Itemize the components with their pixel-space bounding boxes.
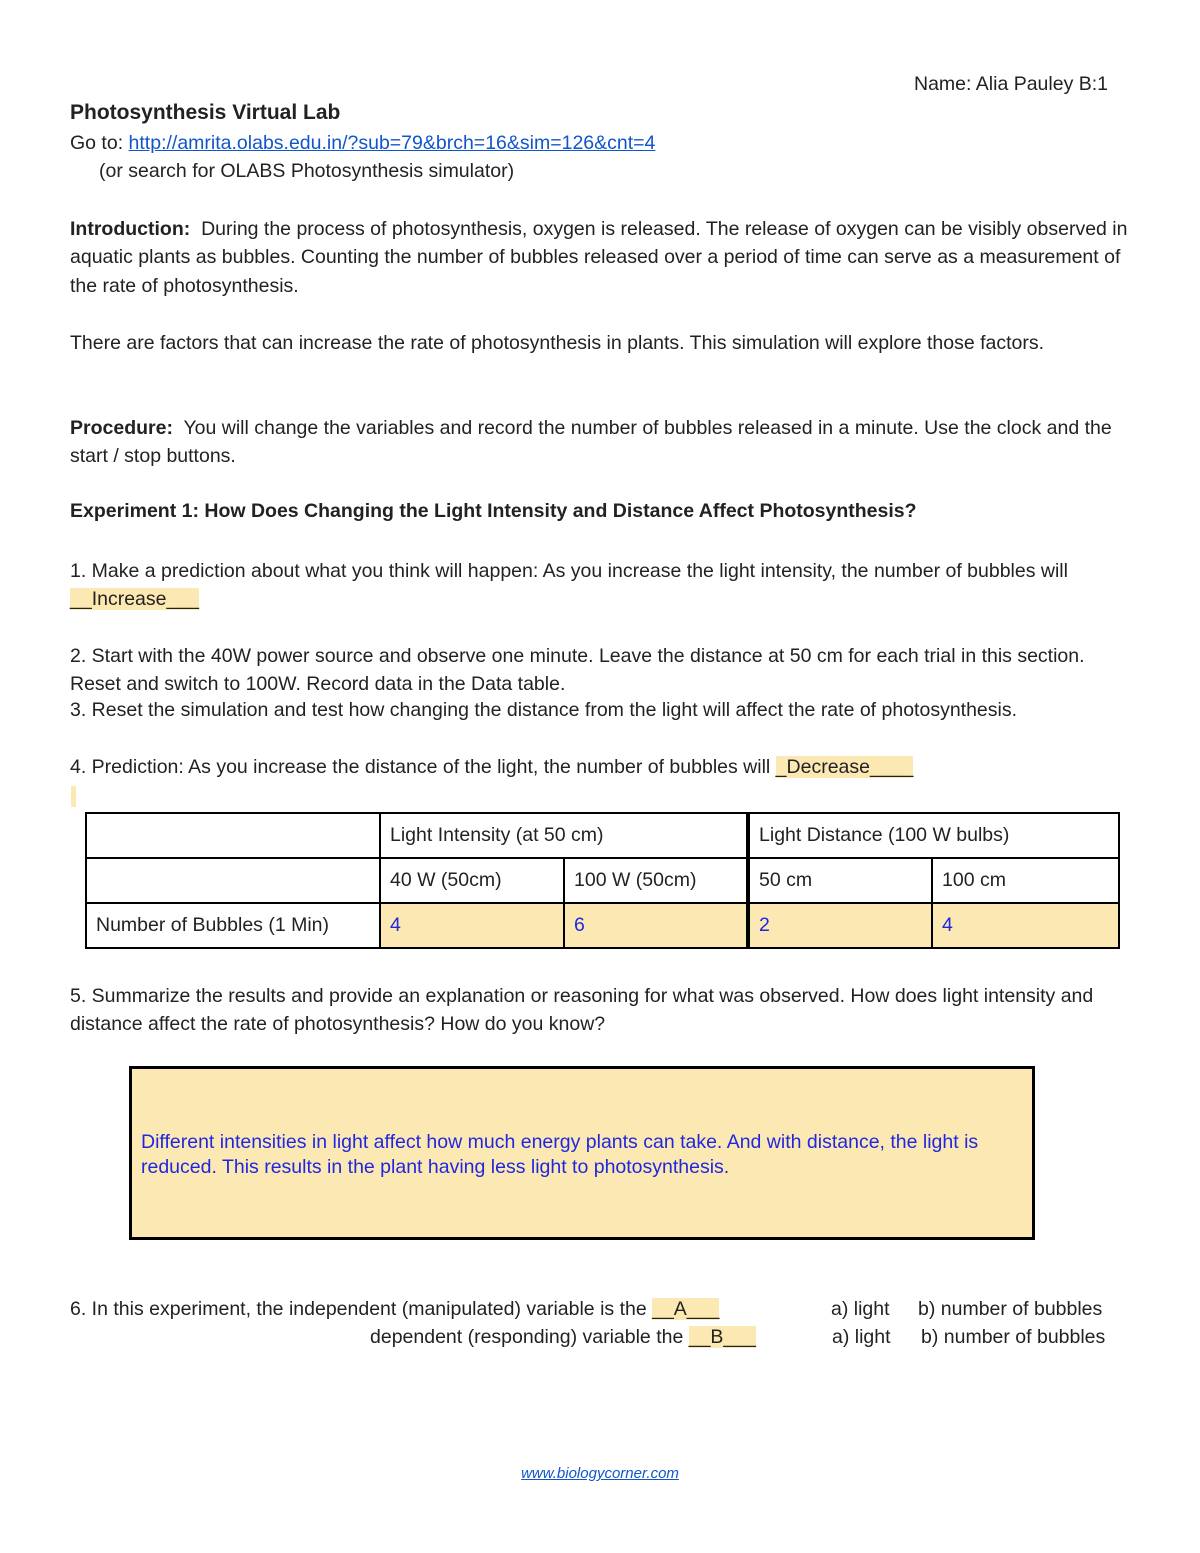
light-distance-header: Light Distance (100 W bulbs): [748, 813, 1119, 858]
col-100w: 100 W (50cm): [564, 858, 748, 903]
highlight-marker: [71, 786, 76, 807]
introduction-label: Introduction:: [70, 218, 191, 240]
introduction-text: During the process of photosynthesis, oxygen is released. The release of oxygen can be visibly observed in aquatic plants as bubbles. Counting the number of bubbles released over a period of time can serve as a measurement of the rate of photosynthesis.: [70, 218, 1128, 297]
data-table: [85, 812, 1120, 949]
bubbles-100cm-cell[interactable]: 4: [932, 903, 1119, 948]
col-100cm: 100 cm: [932, 858, 1119, 903]
introduction-paragraph: [70, 215, 1130, 300]
bubbles-row-label: Number of Bubbles (1 Min): [86, 903, 380, 948]
question-1-text: 1. Make a prediction about what you think will happen: As you increase the light intensity, the number of bubbles will: [70, 560, 1068, 582]
question-6-line1: [70, 1298, 719, 1321]
question-6-independent-text: 6. In this experiment, the independent (manipulated) variable is the: [70, 1298, 647, 1320]
bubbles-40w-cell[interactable]: 4: [380, 903, 564, 948]
table-corner-cell: [86, 813, 380, 858]
olabs-link[interactable]: http://amrita.olabs.edu.in/?sub=79&brch=16&sim=126&cnt=4: [128, 132, 656, 154]
experiment1-heading: Experiment 1: How Does Changing the Light Intensity and Distance Affect Photosynthesis?: [70, 500, 917, 522]
question-2: 2. Start with the 40W power source and observe one minute. Leave the distance at 50 cm for each trial in this section. Reset and switch to 100W. Record data in the Data table.: [70, 645, 1085, 696]
factors-paragraph: There are factors that can increase the rate of photosynthesis in plants. This simulation will explore those factors.: [70, 332, 1045, 354]
table-row: [86, 813, 1119, 858]
light-intensity-header: Light Intensity (at 50 cm): [380, 813, 748, 858]
q6-option-b-2: b) number of bubbles: [921, 1326, 1106, 1348]
procedure-label: Procedure:: [70, 417, 173, 439]
procedure-text: You will change the variables and record the number of bubbles released in a minute. Use the clock and the start / stop buttons.: [70, 417, 1112, 468]
bubbles-100w-cell[interactable]: 6: [564, 903, 748, 948]
goto-label: Go to:: [70, 132, 124, 154]
question-6-answer-1[interactable]: __A___: [652, 1298, 720, 1320]
question-4: [70, 756, 913, 779]
table-row: [86, 903, 1119, 948]
table-empty-cell: [86, 858, 380, 903]
page-title: Photosynthesis Virtual Lab: [70, 101, 341, 124]
footer-link[interactable]: www.biologycorner.com: [521, 1465, 679, 1482]
question-6-answer-2[interactable]: __B___: [688, 1326, 756, 1348]
col-40w: 40 W (50cm): [380, 858, 564, 903]
q6-option-a-2: a) light: [832, 1326, 891, 1348]
question-4-answer[interactable]: _Decrease____: [775, 756, 914, 778]
q6-option-a-1: a) light: [831, 1298, 890, 1320]
bubbles-50cm-cell[interactable]: 2: [748, 903, 932, 948]
answer-box-text: Different intensities in light affect how much energy plants can take. And with distance, the light is reduced. This results in the plant having less light to photosynthesis.: [141, 1131, 979, 1178]
question-1-answer[interactable]: __Increase___: [70, 588, 200, 611]
question-6-line2: [370, 1326, 756, 1349]
question-4-text: 4. Prediction: As you increase the distance of the light, the number of bubbles will: [70, 756, 771, 778]
answer-box[interactable]: [129, 1066, 1035, 1240]
question-6-dependent-text: dependent (responding) variable the: [370, 1326, 684, 1348]
goto-note: (or search for OLABS Photosynthesis simulator): [99, 160, 515, 182]
question-1: [70, 557, 1130, 614]
q6-option-b-1: b) number of bubbles: [918, 1298, 1103, 1320]
student-name: Name: Alia Pauley B:1: [914, 73, 1109, 95]
footer: [0, 1465, 1200, 1482]
col-50cm: 50 cm: [748, 858, 932, 903]
question-5: 5. Summarize the results and provide an explanation or reasoning for what was observed. How does light intensity and distance affect the rate of photosynthesis? How do you know?: [70, 985, 1094, 1036]
procedure-paragraph: [70, 414, 1130, 471]
table-row: [86, 858, 1119, 903]
question-3: 3. Reset the simulation and test how changing the distance from the light will affect the rate of photosynthesis.: [70, 699, 1018, 721]
goto-line: [70, 132, 655, 155]
